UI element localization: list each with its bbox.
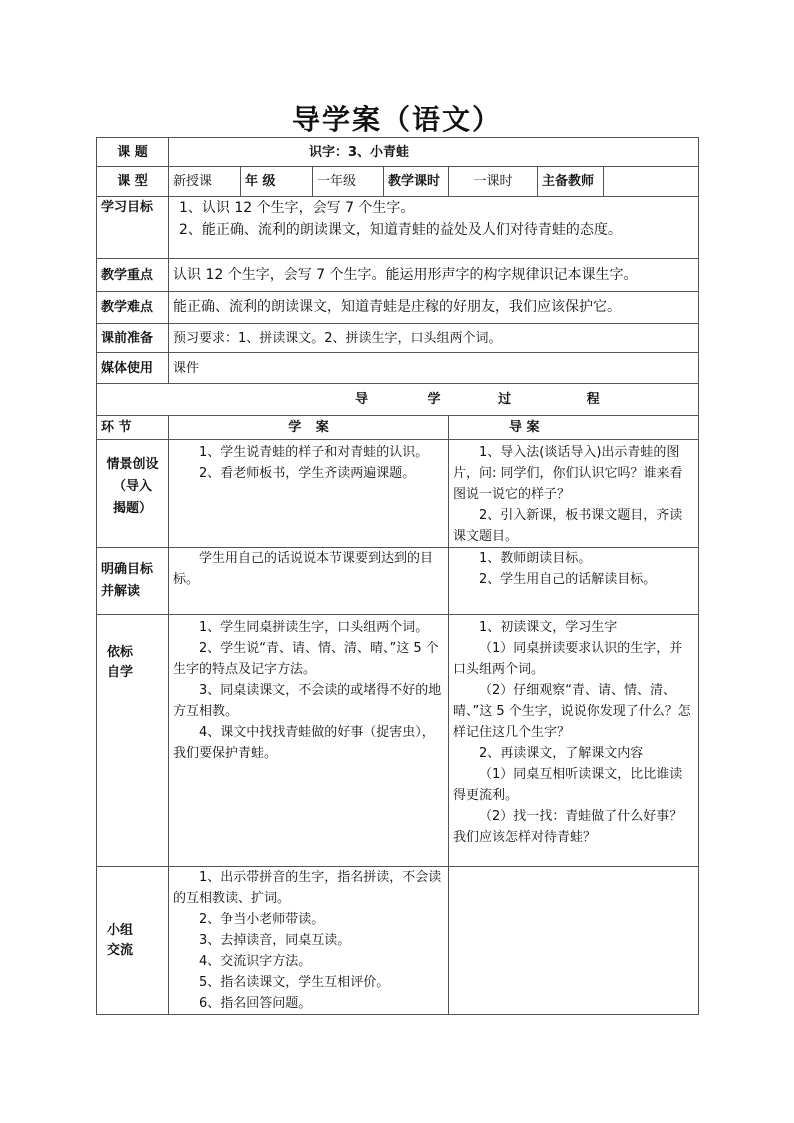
topic-row (97, 138, 699, 167)
stage-2-name-line-1: 明确目标 (101, 562, 154, 577)
type-label: 课 型 (97, 167, 169, 197)
stage-1-guide-item-2: 2、引入新课，板书课文题目，齐读课文题目。 (453, 508, 683, 544)
stage-row-1 (97, 440, 699, 548)
stage-3-guide-item-2: （1）同桌拼读要求认识的生字，并口头组两个词。 (453, 641, 683, 677)
stage-4-study-item-5: 5、指名读课文，学生互相评价。 (199, 975, 390, 990)
difficulties-row (97, 292, 699, 324)
process-header (97, 384, 699, 416)
hours-label: 教学课时 (384, 167, 449, 197)
stage-3-name-line-1: 依标 (107, 645, 134, 660)
column-header-row (97, 416, 699, 440)
stage-1-guide (449, 440, 699, 548)
preparation-row (97, 324, 699, 353)
grade-value: 一年级 (313, 167, 384, 197)
stage-4-guide (449, 867, 699, 1015)
stage-1-guide-item-1: 1、导入法(谈话导入)出示青蛙的图片，问: 同学们，你们认识它吗？谁来看图说一说它的样子？ (453, 445, 683, 502)
stage-3-guide-item-1: 1、初读课文，学习生字 (479, 620, 618, 635)
stage-3-guide (449, 615, 699, 867)
stage-3-study-item-4: 4、课文中找找青蛙做的好事（捉害虫），我们要保护青蛙。 (173, 725, 435, 761)
stage-4-study-item-1: 1、出示带拼音的生字，指名拼读，不会读的互相教读、扩词。 (173, 870, 442, 906)
hours-value: 一课时 (449, 167, 538, 197)
stage-row-2 (97, 548, 699, 615)
preparation-text: 预习要求：1、拼读课文。2、拼读生字，口头组两个词。 (169, 324, 699, 353)
stage-1-study-item-2: 2、看老师板书，学生齐读两遍课题。 (199, 466, 416, 481)
media-row (97, 353, 699, 384)
teacher-value (604, 167, 699, 197)
grade-label: 年 级 (241, 167, 313, 197)
stage-row-3 (97, 615, 699, 867)
stage-3-guide-item-4: 2、再读课文，了解课文内容 (479, 746, 644, 761)
process-header-row (97, 384, 699, 416)
stage-3-guide-item-6: （2）找一找：青蛙做了什么好事？我们应该怎样对待青蛙？ (453, 809, 683, 845)
process-header-char-3: 过 (498, 392, 512, 407)
goal-line-2: 2、能正确、流利的朗读课文，知道青蛙的益处及人们对待青蛙的态度。 (179, 222, 622, 238)
stage-4-study-item-4: 4、交流识字方法。 (199, 954, 312, 969)
page-title: 导学案（语文） (291, 103, 502, 136)
stage-2-guide-item-1: 1、教师朗读目标。 (479, 551, 592, 566)
col-header-study: 学 案 (169, 416, 449, 440)
topic-value: 识字：3、小青蛙 (169, 138, 699, 167)
stage-1-name-line-1: 情景创设 (106, 457, 159, 472)
stage-name-2 (97, 548, 169, 615)
difficulties-text: 能正确、流利的朗读课文，知道青蛙是庄稼的好朋友，我们应该保护它。 (169, 292, 699, 324)
stage-4-study-item-2: 2、争当小老师带读。 (199, 912, 325, 927)
stage-name-3 (97, 615, 169, 867)
stage-row-4 (97, 867, 699, 1015)
process-header-char-1: 导 (355, 392, 369, 407)
stage-name-4 (97, 867, 169, 1015)
difficulties-label: 教学难点 (97, 292, 169, 324)
process-header-char-2: 学 (427, 392, 441, 407)
goals-content (169, 197, 699, 259)
col-header-guide: 导 案 (449, 416, 699, 440)
stage-4-name-line-2: 交流 (107, 942, 134, 958)
stage-2-guide-item-2: 2、学生用自己的话解读目标。 (479, 572, 657, 587)
stage-3-guide-item-5: （1）同桌互相听读课文，比比谁读得更流利。 (453, 767, 683, 803)
goals-label: 学习目标 (97, 197, 169, 259)
preparation-label: 课前准备 (97, 324, 169, 353)
stage-1-study-item-1: 1、学生说青蛙的样子和对青蛙的认识。 (199, 445, 429, 460)
stage-name-1 (97, 440, 169, 548)
key-points-label: 教学重点 (97, 259, 169, 292)
key-points-row (97, 259, 699, 292)
type-row (97, 167, 699, 197)
stage-4-study-item-3: 3、去掉读音，同桌互读。 (199, 933, 351, 948)
stage-3-study (169, 615, 449, 867)
goal-line-1: 1、认识 12 个生字，会写 7 个生字。 (179, 200, 415, 216)
stage-3-study-item-1: 1、学生同桌拼读生字，口头组两个词。 (199, 620, 429, 635)
stage-3-study-item-2: 2、学生说“青、请、情、清、晴、”这 5 个生字的特点及记字方法。 (173, 641, 439, 677)
stage-2-name-line-2: 并解读 (101, 584, 141, 599)
stage-2-study-item-1: 学生用自己的话说说本节课要到达到的目标。 (173, 551, 434, 587)
stage-3-guide-item-3: （2）仔细观察“青、请、情、清、晴、”这 5 个生字，说说你发现了什么？怎样记住这几个生字？ (453, 683, 691, 740)
stage-1-name-line-3: 揭题） (112, 501, 152, 516)
goals-row (97, 197, 699, 259)
stage-1-study (169, 440, 449, 548)
stage-4-study-item-6: 6、指名回答问题。 (199, 996, 312, 1011)
process-header-char-4: 程 (586, 392, 600, 407)
stage-3-study-item-3: 3、同桌读课文，不会读的或堵得不好的地方互相教。 (173, 683, 442, 719)
topic-label: 课 题 (97, 138, 169, 167)
media-label: 媒体使用 (97, 353, 169, 384)
lesson-plan-table (96, 137, 699, 1015)
stage-2-guide (449, 548, 699, 615)
type-value: 新授课 (169, 167, 241, 197)
stage-1-name-line-2: （导入 (112, 479, 152, 494)
teacher-label: 主备教师 (538, 167, 604, 197)
stage-3-name-line-2: 自学 (107, 665, 134, 680)
media-text: 课件 (169, 353, 699, 384)
col-header-stage: 环 节 (97, 416, 169, 440)
stage-4-name-line-1: 小组 (107, 922, 134, 938)
key-points-text: 认识 12 个生字，会写 7 个生字。能运用形声字的构字规律识记本课生字。 (169, 259, 699, 292)
stage-2-study (169, 548, 449, 615)
stage-4-study (169, 867, 449, 1015)
